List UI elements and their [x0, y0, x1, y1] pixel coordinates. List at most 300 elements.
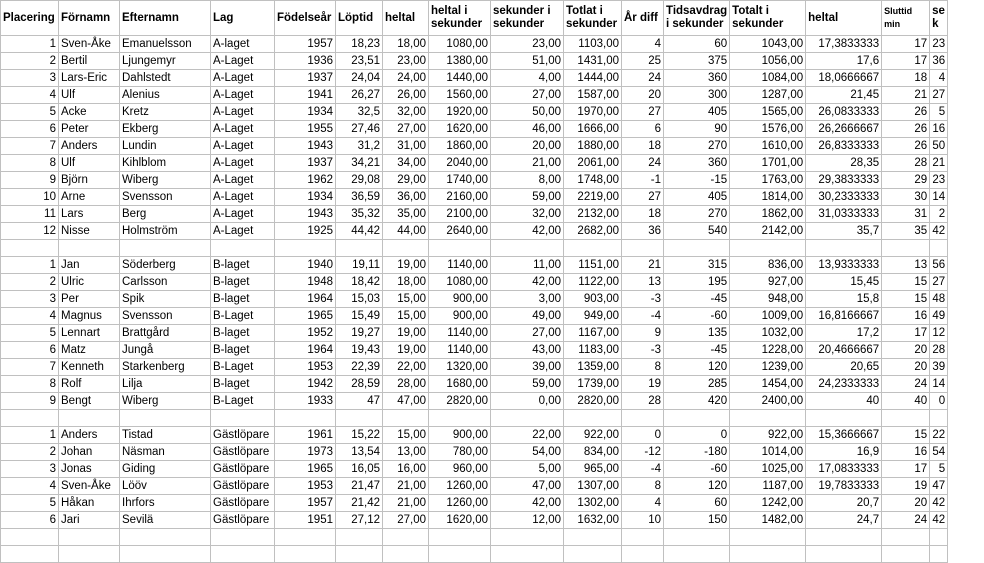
table-cell[interactable]: 1957	[275, 36, 336, 53]
table-cell[interactable]: 59,00	[491, 189, 564, 206]
table-cell[interactable]: 24	[882, 512, 930, 529]
table-cell[interactable]: 120	[664, 359, 730, 376]
table-cell[interactable]: 4	[1, 478, 59, 495]
table-cell[interactable]: 23	[930, 36, 948, 53]
table-cell[interactable]: 18,42	[336, 274, 383, 291]
table-cell[interactable]	[120, 546, 211, 563]
table-cell[interactable]: 1925	[275, 223, 336, 240]
table-cell[interactable]: 28	[622, 393, 664, 410]
table-cell[interactable]	[564, 410, 622, 427]
table-cell[interactable]: 24,00	[383, 70, 429, 87]
table-cell[interactable]: 1964	[275, 342, 336, 359]
table-cell[interactable]	[491, 546, 564, 563]
table-cell[interactable]: Ekberg	[120, 121, 211, 138]
table-cell[interactable]: Kretz	[120, 104, 211, 121]
table-cell[interactable]: Gästlöpare	[211, 427, 275, 444]
table-cell[interactable]: A-Laget	[211, 172, 275, 189]
table-cell[interactable]: -180	[664, 444, 730, 461]
table-cell[interactable]: A-Laget	[211, 70, 275, 87]
table-cell[interactable]: 42	[930, 495, 948, 512]
table-cell[interactable]	[1, 529, 59, 546]
table-cell[interactable]: 21	[930, 155, 948, 172]
table-cell[interactable]: 19,43	[336, 342, 383, 359]
table-cell[interactable]: 50,00	[491, 104, 564, 121]
table-cell[interactable]: Magnus	[59, 308, 120, 325]
table-cell[interactable]	[564, 546, 622, 563]
table-cell[interactable]: 15,8	[806, 291, 882, 308]
table-cell[interactable]: Jan	[59, 257, 120, 274]
table-cell[interactable]: 27,46	[336, 121, 383, 138]
table-cell[interactable]: -60	[664, 461, 730, 478]
table-cell[interactable]: 21	[622, 257, 664, 274]
table-cell[interactable]: 18,00	[383, 274, 429, 291]
table-cell[interactable]: 1952	[275, 325, 336, 342]
table-cell[interactable]: 2	[1, 444, 59, 461]
header-cell[interactable]: Totalt i sekunder	[730, 1, 806, 36]
table-cell[interactable]: 13,54	[336, 444, 383, 461]
table-cell[interactable]: 49	[930, 308, 948, 325]
table-cell[interactable]	[275, 410, 336, 427]
table-cell[interactable]: Sven-Åke	[59, 478, 120, 495]
table-cell[interactable]: Gästlöpare	[211, 512, 275, 529]
table-cell[interactable]: 1287,00	[730, 87, 806, 104]
table-cell[interactable]: 1961	[275, 427, 336, 444]
table-cell[interactable]: 2682,00	[564, 223, 622, 240]
table-cell[interactable]: 16,9	[806, 444, 882, 461]
table-cell[interactable]: 19,7833333	[806, 478, 882, 495]
table-cell[interactable]: 42,00	[491, 223, 564, 240]
table-cell[interactable]: 1009,00	[730, 308, 806, 325]
table-cell[interactable]: 0	[930, 393, 948, 410]
table-cell[interactable]: 1	[1, 36, 59, 53]
table-cell[interactable]: Gästlöpare	[211, 478, 275, 495]
table-cell[interactable]	[622, 410, 664, 427]
table-cell[interactable]: 20	[882, 495, 930, 512]
table-cell[interactable]: 1948	[275, 274, 336, 291]
table-cell[interactable]: 8	[1, 376, 59, 393]
table-cell[interactable]: 5	[930, 461, 948, 478]
table-cell[interactable]: 960,00	[429, 461, 491, 478]
table-cell[interactable]: 5	[930, 104, 948, 121]
table-cell[interactable]: 15,00	[383, 308, 429, 325]
table-cell[interactable]: 90	[664, 121, 730, 138]
table-cell[interactable]: 26	[882, 104, 930, 121]
table-cell[interactable]	[806, 410, 882, 427]
table-cell[interactable]: B-Laget	[211, 393, 275, 410]
table-cell[interactable]	[383, 410, 429, 427]
table-cell[interactable]: 24	[622, 155, 664, 172]
table-cell[interactable]: A-Laget	[211, 155, 275, 172]
table-cell[interactable]: 1965	[275, 308, 336, 325]
table-cell[interactable]: 1043,00	[730, 36, 806, 53]
table-cell[interactable]: 24,04	[336, 70, 383, 87]
table-cell[interactable]: 18	[622, 206, 664, 223]
table-cell[interactable]: 18,00	[383, 36, 429, 53]
table-cell[interactable]: 2820,00	[564, 393, 622, 410]
table-cell[interactable]	[275, 529, 336, 546]
table-cell[interactable]: 1032,00	[730, 325, 806, 342]
table-cell[interactable]: 19,00	[383, 257, 429, 274]
table-cell[interactable]: 1080,00	[429, 274, 491, 291]
table-cell[interactable]: 44,00	[383, 223, 429, 240]
table-cell[interactable]: 1748,00	[564, 172, 622, 189]
table-cell[interactable]: 1620,00	[429, 121, 491, 138]
table-cell[interactable]: 1260,00	[429, 495, 491, 512]
table-cell[interactable]: B-laget	[211, 274, 275, 291]
table-cell[interactable]: 16	[930, 121, 948, 138]
table-cell[interactable]	[59, 546, 120, 563]
table-cell[interactable]: 22,00	[383, 359, 429, 376]
table-cell[interactable]: 1862,00	[730, 206, 806, 223]
table-cell[interactable]: Acke	[59, 104, 120, 121]
table-cell[interactable]: 1560,00	[429, 87, 491, 104]
table-cell[interactable]	[806, 529, 882, 546]
table-cell[interactable]: 195	[664, 274, 730, 291]
table-cell[interactable]: 2040,00	[429, 155, 491, 172]
table-cell[interactable]: 4	[1, 308, 59, 325]
table-cell[interactable]: 21,00	[383, 495, 429, 512]
header-cell[interactable]: Tidsavdrag i sekunder	[664, 1, 730, 36]
table-cell[interactable]	[882, 240, 930, 257]
table-cell[interactable]	[930, 546, 948, 563]
header-cell[interactable]: År diff	[622, 1, 664, 36]
table-cell[interactable]: 47,00	[491, 478, 564, 495]
table-cell[interactable]: 26	[882, 138, 930, 155]
header-cell[interactable]: se k	[930, 1, 948, 36]
table-cell[interactable]	[59, 529, 120, 546]
table-cell[interactable]: 8,00	[491, 172, 564, 189]
table-cell[interactable]: Berg	[120, 206, 211, 223]
table-cell[interactable]: 315	[664, 257, 730, 274]
table-cell[interactable]: 8	[622, 478, 664, 495]
table-cell[interactable]: 19	[622, 376, 664, 393]
table-cell[interactable]: 27,00	[491, 87, 564, 104]
table-cell[interactable]: 1454,00	[730, 376, 806, 393]
table-cell[interactable]: 1444,00	[564, 70, 622, 87]
table-cell[interactable]: 42,00	[491, 274, 564, 291]
header-cell[interactable]: Lag	[211, 1, 275, 36]
table-cell[interactable]: 31,00	[383, 138, 429, 155]
table-cell[interactable]: 1920,00	[429, 104, 491, 121]
table-cell[interactable]: 15,00	[383, 427, 429, 444]
table-cell[interactable]: Brattgård	[120, 325, 211, 342]
table-cell[interactable]: 23	[930, 172, 948, 189]
table-cell[interactable]: B-Laget	[211, 308, 275, 325]
table-cell[interactable]: 1941	[275, 87, 336, 104]
table-cell[interactable]: 135	[664, 325, 730, 342]
table-cell[interactable]: 1860,00	[429, 138, 491, 155]
table-cell[interactable]: 27,00	[383, 121, 429, 138]
table-cell[interactable]: 1084,00	[730, 70, 806, 87]
table-cell[interactable]	[59, 410, 120, 427]
table-cell[interactable]: 1260,00	[429, 478, 491, 495]
table-cell[interactable]: 7	[1, 138, 59, 155]
table-cell[interactable]: B-laget	[211, 291, 275, 308]
table-cell[interactable]: 2400,00	[730, 393, 806, 410]
table-cell[interactable]: 1957	[275, 495, 336, 512]
table-cell[interactable]: Wiberg	[120, 393, 211, 410]
table-cell[interactable]	[622, 529, 664, 546]
table-cell[interactable]: 1056,00	[730, 53, 806, 70]
table-cell[interactable]	[336, 529, 383, 546]
table-cell[interactable]: 21,42	[336, 495, 383, 512]
table-cell[interactable]	[429, 546, 491, 563]
table-cell[interactable]: Näsman	[120, 444, 211, 461]
table-cell[interactable]: 54,00	[491, 444, 564, 461]
table-cell[interactable]: 12	[930, 325, 948, 342]
table-cell[interactable]: 10	[622, 512, 664, 529]
table-cell[interactable]: Carlsson	[120, 274, 211, 291]
table-cell[interactable]: 1080,00	[429, 36, 491, 53]
table-cell[interactable]: 27,00	[383, 512, 429, 529]
table-cell[interactable]: 3	[1, 461, 59, 478]
table-cell[interactable]: 4	[930, 70, 948, 87]
table-cell[interactable]: 9	[1, 172, 59, 189]
table-cell[interactable]: 59,00	[491, 376, 564, 393]
table-cell[interactable]: 4,00	[491, 70, 564, 87]
table-cell[interactable]: 900,00	[429, 291, 491, 308]
table-cell[interactable]: Jonas	[59, 461, 120, 478]
table-cell[interactable]: -4	[622, 461, 664, 478]
table-cell[interactable]: -45	[664, 342, 730, 359]
table-cell[interactable]: 18,0666667	[806, 70, 882, 87]
table-cell[interactable]: 1701,00	[730, 155, 806, 172]
table-cell[interactable]: 47	[336, 393, 383, 410]
table-cell[interactable]: 922,00	[730, 427, 806, 444]
table-cell[interactable]: 40	[882, 393, 930, 410]
table-cell[interactable]: 1763,00	[730, 172, 806, 189]
table-cell[interactable]: 4	[622, 495, 664, 512]
table-cell[interactable]	[664, 240, 730, 257]
table-cell[interactable]: 1	[1, 427, 59, 444]
table-cell[interactable]: Anders	[59, 138, 120, 155]
table-cell[interactable]: 922,00	[564, 427, 622, 444]
table-cell[interactable]: 300	[664, 87, 730, 104]
table-cell[interactable]: 2061,00	[564, 155, 622, 172]
header-cell[interactable]: Placering	[1, 1, 59, 36]
table-cell[interactable]: 35	[882, 223, 930, 240]
table-cell[interactable]: 36	[930, 53, 948, 70]
table-cell[interactable]: Lundin	[120, 138, 211, 155]
table-cell[interactable]: 8	[1, 155, 59, 172]
table-cell[interactable]: Emanuelsson	[120, 36, 211, 53]
table-cell[interactable]: 14	[930, 189, 948, 206]
table-cell[interactable]	[336, 546, 383, 563]
table-cell[interactable]: 15,00	[383, 291, 429, 308]
table-cell[interactable]: 31,2	[336, 138, 383, 155]
table-cell[interactable]: 27	[930, 274, 948, 291]
table-cell[interactable]: 1187,00	[730, 478, 806, 495]
table-cell[interactable]: 1228,00	[730, 342, 806, 359]
table-cell[interactable]: Holmström	[120, 223, 211, 240]
table-cell[interactable]: 24,7	[806, 512, 882, 529]
table-cell[interactable]: Per	[59, 291, 120, 308]
table-cell[interactable]: 1937	[275, 155, 336, 172]
table-cell[interactable]: 6	[622, 121, 664, 138]
table-cell[interactable]: 16	[882, 444, 930, 461]
table-cell[interactable]: 21,00	[383, 478, 429, 495]
table-cell[interactable]: 360	[664, 155, 730, 172]
table-cell[interactable]: 31	[882, 206, 930, 223]
table-cell[interactable]: -15	[664, 172, 730, 189]
table-cell[interactable]	[664, 546, 730, 563]
table-cell[interactable]: 25	[622, 53, 664, 70]
table-cell[interactable]: Lööv	[120, 478, 211, 495]
table-cell[interactable]: 24	[622, 70, 664, 87]
table-cell[interactable]: 23,51	[336, 53, 383, 70]
table-cell[interactable]	[730, 410, 806, 427]
table-cell[interactable]	[930, 529, 948, 546]
table-cell[interactable]: 29,00	[383, 172, 429, 189]
table-cell[interactable]: -12	[622, 444, 664, 461]
table-cell[interactable]: Lars	[59, 206, 120, 223]
table-cell[interactable]: 26,0833333	[806, 104, 882, 121]
table-cell[interactable]: B-laget	[211, 376, 275, 393]
table-cell[interactable]: 20,65	[806, 359, 882, 376]
table-cell[interactable]: 20	[622, 87, 664, 104]
table-cell[interactable]: 1359,00	[564, 359, 622, 376]
table-cell[interactable]: 20	[882, 359, 930, 376]
table-cell[interactable]: 1302,00	[564, 495, 622, 512]
table-cell[interactable]: Bertil	[59, 53, 120, 70]
table-cell[interactable]: A-Laget	[211, 53, 275, 70]
table-cell[interactable]: 1320,00	[429, 359, 491, 376]
table-cell[interactable]: 1943	[275, 138, 336, 155]
table-cell[interactable]: 17,0833333	[806, 461, 882, 478]
header-cell[interactable]: Födelseår	[275, 1, 336, 36]
table-cell[interactable]: 30,2333333	[806, 189, 882, 206]
table-cell[interactable]: 19,11	[336, 257, 383, 274]
table-cell[interactable]: 51,00	[491, 53, 564, 70]
header-cell[interactable]: Löptid	[336, 1, 383, 36]
table-cell[interactable]: 0	[664, 427, 730, 444]
table-cell[interactable]: Spik	[120, 291, 211, 308]
table-cell[interactable]: -4	[622, 308, 664, 325]
table-cell[interactable]: 40	[806, 393, 882, 410]
table-cell[interactable]: 1103,00	[564, 36, 622, 53]
table-cell[interactable]: 360	[664, 70, 730, 87]
table-cell[interactable]: 1936	[275, 53, 336, 70]
table-cell[interactable]: 19,27	[336, 325, 383, 342]
table-cell[interactable]: 43,00	[491, 342, 564, 359]
table-cell[interactable]: 42	[930, 223, 948, 240]
table-cell[interactable]: 2	[1, 274, 59, 291]
table-cell[interactable]: 21,47	[336, 478, 383, 495]
table-cell[interactable]: 900,00	[429, 308, 491, 325]
table-cell[interactable]: 11,00	[491, 257, 564, 274]
table-cell[interactable]: Kenneth	[59, 359, 120, 376]
table-cell[interactable]: 836,00	[730, 257, 806, 274]
table-cell[interactable]: Ulf	[59, 155, 120, 172]
table-cell[interactable]: 29,08	[336, 172, 383, 189]
table-cell[interactable]: 28,00	[383, 376, 429, 393]
table-cell[interactable]: 36,00	[383, 189, 429, 206]
table-cell[interactable]	[429, 529, 491, 546]
table-cell[interactable]: Rolf	[59, 376, 120, 393]
table-cell[interactable]	[120, 240, 211, 257]
table-cell[interactable]: Nisse	[59, 223, 120, 240]
table-cell[interactable]	[429, 410, 491, 427]
table-cell[interactable]: 1482,00	[730, 512, 806, 529]
table-cell[interactable]: 5	[1, 325, 59, 342]
table-cell[interactable]	[730, 240, 806, 257]
table-cell[interactable]: 39	[930, 359, 948, 376]
table-cell[interactable]: Matz	[59, 342, 120, 359]
table-cell[interactable]: Arne	[59, 189, 120, 206]
table-cell[interactable]: 2640,00	[429, 223, 491, 240]
table-cell[interactable]: 32,5	[336, 104, 383, 121]
table-cell[interactable]: 1183,00	[564, 342, 622, 359]
table-cell[interactable]: 6	[1, 342, 59, 359]
table-cell[interactable]	[211, 546, 275, 563]
table-cell[interactable]: 405	[664, 104, 730, 121]
table-cell[interactable]: 1680,00	[429, 376, 491, 393]
table-cell[interactable]: 1140,00	[429, 325, 491, 342]
table-cell[interactable]: 42	[930, 512, 948, 529]
table-cell[interactable]: Kihlblom	[120, 155, 211, 172]
table-cell[interactable]: 1151,00	[564, 257, 622, 274]
table-cell[interactable]: 17	[882, 461, 930, 478]
table-cell[interactable]: Söderberg	[120, 257, 211, 274]
table-cell[interactable]: Jungå	[120, 342, 211, 359]
table-cell[interactable]: 780,00	[429, 444, 491, 461]
table-cell[interactable]: 1942	[275, 376, 336, 393]
table-cell[interactable]	[1, 240, 59, 257]
table-cell[interactable]: 540	[664, 223, 730, 240]
table-cell[interactable]: Bengt	[59, 393, 120, 410]
table-cell[interactable]: 6	[1, 121, 59, 138]
table-cell[interactable]: 0	[622, 427, 664, 444]
table-cell[interactable]: 375	[664, 53, 730, 70]
table-cell[interactable]: 1565,00	[730, 104, 806, 121]
table-cell[interactable]: 5	[1, 495, 59, 512]
table-cell[interactable]: Wiberg	[120, 172, 211, 189]
table-cell[interactable]: 15	[882, 427, 930, 444]
table-cell[interactable]: Gästlöpare	[211, 444, 275, 461]
table-cell[interactable]: Starkenberg	[120, 359, 211, 376]
table-cell[interactable]	[622, 546, 664, 563]
table-cell[interactable]: 10	[1, 189, 59, 206]
table-cell[interactable]: 1167,00	[564, 325, 622, 342]
table-cell[interactable]	[275, 240, 336, 257]
table-cell[interactable]: 44,42	[336, 223, 383, 240]
table-cell[interactable]: 47	[930, 478, 948, 495]
table-cell[interactable]: Lennart	[59, 325, 120, 342]
table-cell[interactable]	[211, 410, 275, 427]
table-cell[interactable]: B-laget	[211, 325, 275, 342]
table-cell[interactable]: 24	[882, 376, 930, 393]
table-cell[interactable]: Sven-Åke	[59, 36, 120, 53]
table-cell[interactable]: -3	[622, 291, 664, 308]
table-cell[interactable]: 13,00	[383, 444, 429, 461]
table-cell[interactable]: 26,00	[383, 87, 429, 104]
table-cell[interactable]: 1	[1, 257, 59, 274]
table-cell[interactable]: 20,4666667	[806, 342, 882, 359]
table-cell[interactable]: 2142,00	[730, 223, 806, 240]
table-cell[interactable]: Alenius	[120, 87, 211, 104]
table-cell[interactable]: 32,00	[491, 206, 564, 223]
table-cell[interactable]: B-laget	[211, 342, 275, 359]
table-cell[interactable]: 49,00	[491, 308, 564, 325]
header-cell[interactable]: Efternamn	[120, 1, 211, 36]
table-cell[interactable]	[1, 410, 59, 427]
table-cell[interactable]: 17,6	[806, 53, 882, 70]
table-cell[interactable]	[882, 410, 930, 427]
table-cell[interactable]: Ljungemyr	[120, 53, 211, 70]
table-cell[interactable]: 19,00	[383, 342, 429, 359]
table-cell[interactable]: 23,00	[383, 53, 429, 70]
table-cell[interactable]	[120, 529, 211, 546]
